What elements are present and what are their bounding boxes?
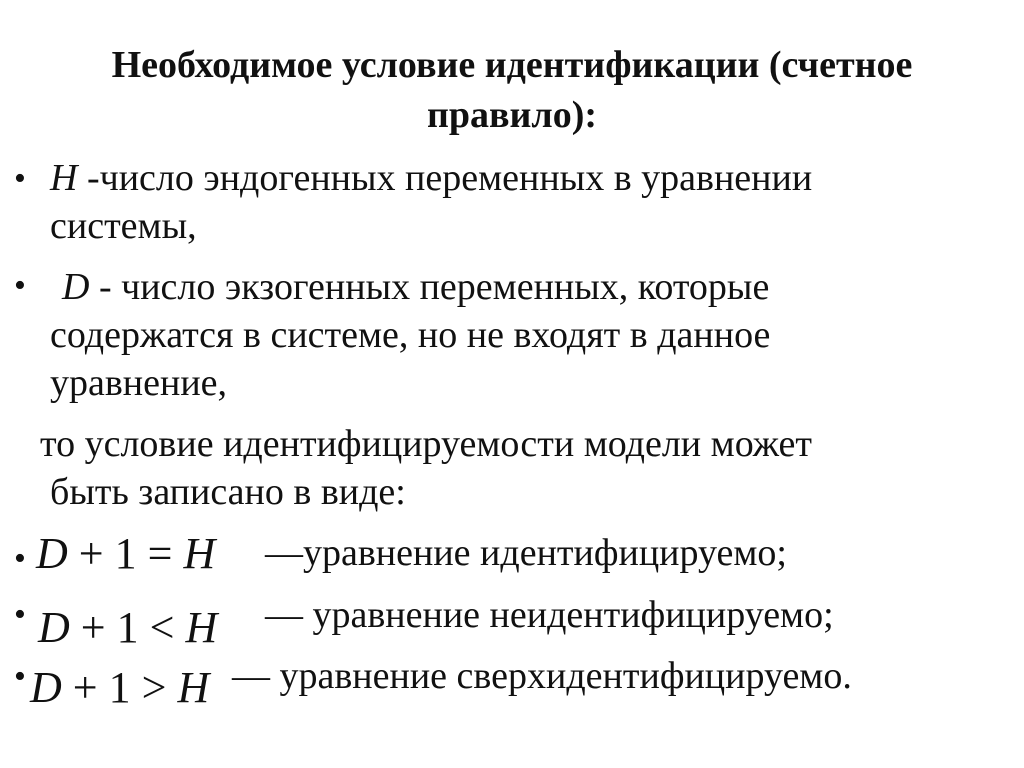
formula-2-relation: < [138, 603, 186, 652]
item-d-var: D [62, 266, 90, 308]
formula-1-lhs: D [36, 529, 68, 578]
condition-2-description: — уравнение неидентифицируемо; [265, 594, 834, 636]
item-h-text: -число эндогенных переменных в уравнении [77, 157, 813, 199]
bullet-h: • [14, 160, 26, 197]
slide-title-line-1: Необходимое условие идентификации (счетное [111, 44, 913, 86]
formula-1-rhs: H [183, 529, 216, 578]
formula-3-one: 1 [108, 663, 131, 712]
slide-title-line-2: правило): [426, 94, 598, 136]
formula-2-plus: + [69, 603, 117, 652]
item-d-line-1 [62, 264, 769, 310]
slide-title [0, 40, 1024, 140]
formula-3-relation: > [130, 663, 178, 712]
formula-3-rhs: H [177, 663, 210, 712]
formula-2-rhs: H [185, 603, 218, 652]
bullet-d: • [14, 267, 26, 304]
condition-1-description: —уравнение идентифицируемо; [265, 532, 787, 574]
formula-3-plus: + [61, 663, 109, 712]
bullet-condition-3: • [14, 658, 26, 695]
item-h-var: H [50, 157, 78, 199]
formula-2-one: 1 [116, 603, 139, 652]
formula-overidentifiable [30, 664, 209, 712]
item-d-line-3: уравнение, [50, 362, 228, 404]
formula-1-one: 1 [114, 529, 137, 578]
condition-3-description: — уравнение сверхидентифицируемо. [232, 655, 852, 697]
bullet-condition-1: • [14, 540, 26, 577]
formula-1-plus: + [67, 529, 115, 578]
item-d-text: - число экзогенных переменных, которые [89, 266, 770, 308]
formula-1-relation: = [136, 529, 184, 578]
item-d-line-2: содержатся в системе, но не входят в данное [50, 314, 771, 356]
formula-3-lhs: D [30, 663, 62, 712]
formula-identifiable [36, 530, 215, 578]
item-h-line-2: системы, [50, 205, 197, 247]
formula-2-lhs: D [38, 603, 70, 652]
formula-unidentifiable [38, 604, 217, 652]
bullet-condition-2: • [14, 596, 26, 633]
item-h-line-1 [50, 155, 812, 201]
conclusion-line-1: то условие идентифицируемости модели может [40, 423, 812, 465]
conclusion-line-2: быть записано в виде: [50, 471, 406, 513]
